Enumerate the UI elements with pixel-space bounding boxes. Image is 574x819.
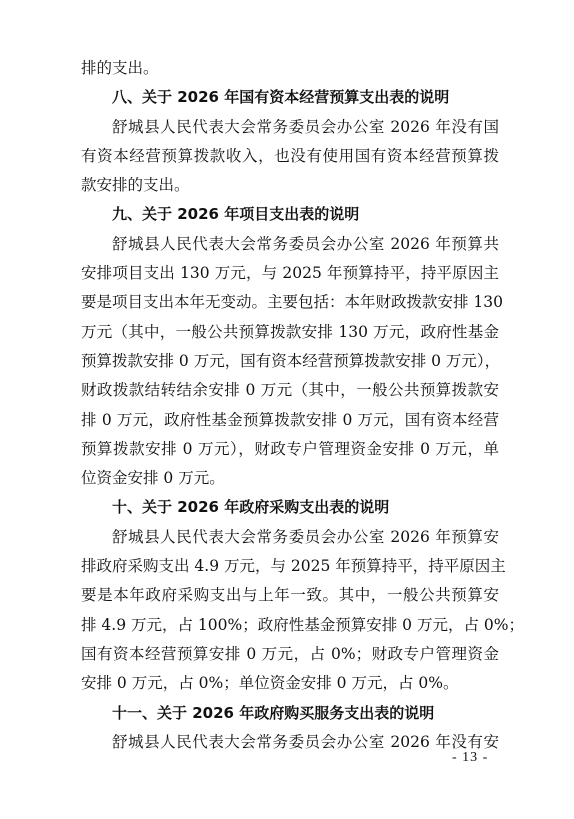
text-line: 款安排的支出。 bbox=[81, 176, 190, 195]
text-line: 排 4.9 万元，占 100%；政府性基金预算安排 0 万元，占 0%； bbox=[81, 615, 524, 634]
text-line: 安排项目支出 130 万元，与 2025 年预算持平，持平原因主 bbox=[81, 264, 499, 283]
text-line: 财政拨款结转结余安排 0 万元（其中，一般公共预算拨款安 bbox=[81, 381, 499, 400]
text-line: 排 0 万元，政府性基金预算拨款安排 0 万元，国有资本经营 bbox=[81, 410, 499, 429]
text-line: 舒城县人民代表大会常务委员会办公室 2026 年没有安 bbox=[112, 732, 499, 751]
section-heading: 九、关于 2026 年项目支出表的说明 bbox=[112, 205, 360, 224]
document-body bbox=[81, 54, 524, 757]
text-line: 排政府采购支出 4.9 万元，与 2025 年预算持平，持平原因主 bbox=[81, 557, 506, 576]
section-heading: 十一、关于 2026 年政府购买服务支出表的说明 bbox=[112, 703, 435, 722]
text-line: 要是本年政府采购支出与上年一致。其中，一般公共预算安 bbox=[81, 586, 499, 605]
text-line: 舒城县人民代表大会常务委员会办公室 2026 年没有国 bbox=[112, 117, 499, 136]
text-line: 排的支出。 bbox=[81, 59, 159, 77]
page-number: - 13 - bbox=[452, 750, 489, 765]
text-line: 位资金安排 0 万元。 bbox=[81, 469, 225, 488]
text-line: 有资本经营预算拨款收入，也没有使用国有资本经营预算拨 bbox=[81, 146, 499, 165]
text-line: 舒城县人民代表大会常务委员会办公室 2026 年预算共 bbox=[112, 234, 499, 253]
text-line: 舒城县人民代表大会常务委员会办公室 2026 年预算安 bbox=[112, 527, 499, 546]
section-heading: 八、关于 2026 年国有资本经营预算支出表的说明 bbox=[112, 88, 450, 107]
text-line: 安排 0 万元，占 0%；单位资金安排 0 万元，占 0%。 bbox=[81, 674, 459, 693]
section-heading: 十、关于 2026 年政府采购支出表的说明 bbox=[112, 498, 390, 517]
text-line: 预算拨款安排 0 万元），财政专户管理资金安排 0 万元，单 bbox=[81, 439, 499, 458]
text-line: 要是项目支出本年无变动。主要包括：本年财政拨款安排 130 bbox=[81, 293, 504, 312]
text-line: 预算拨款安排 0 万元，国有资本经营预算拨款安排 0 万元）， bbox=[81, 351, 501, 370]
text-line: 万元（其中，一般公共预算拨款安排 130 万元，政府性基金 bbox=[81, 322, 499, 341]
text-line: 国有资本经营预算安排 0 万元，占 0%；财政专户管理资金 bbox=[81, 644, 499, 663]
